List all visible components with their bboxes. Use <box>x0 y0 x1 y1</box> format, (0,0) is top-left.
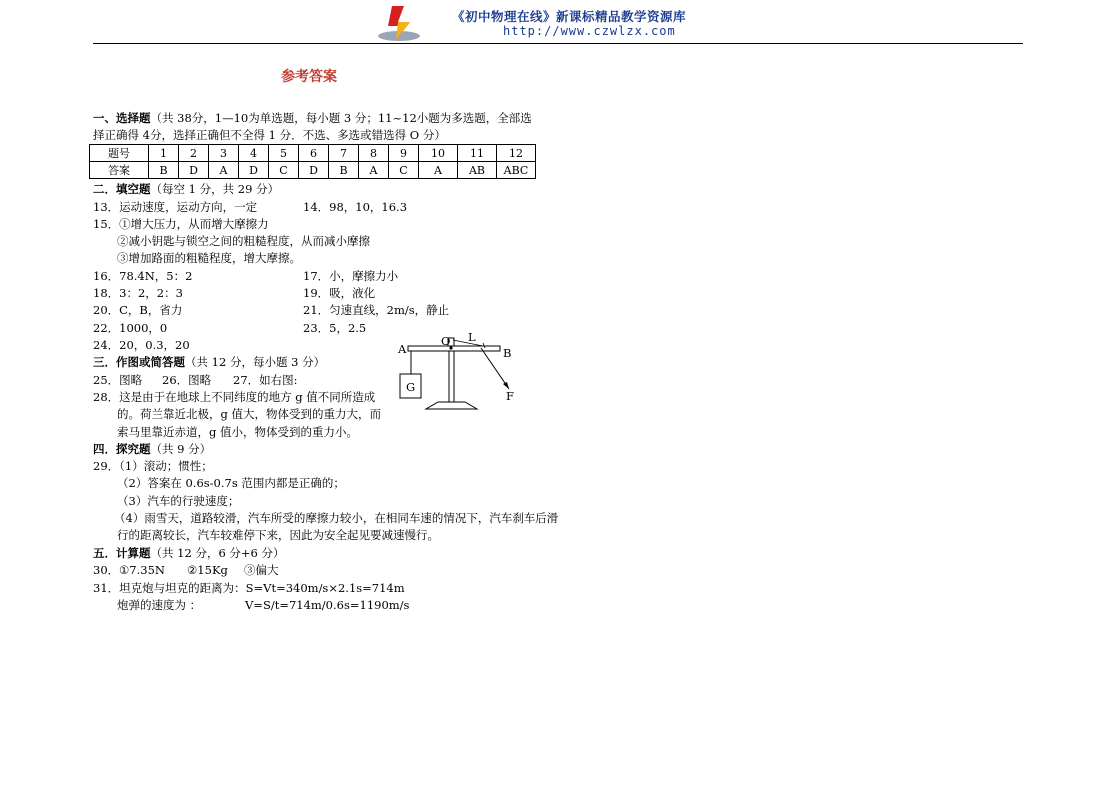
section-2-heading-line <box>93 181 279 198</box>
label-G: G <box>406 380 416 394</box>
label-F: F <box>506 389 514 403</box>
section-4-heading: 四．探究题 <box>93 442 151 456</box>
table-cell: A <box>359 162 389 179</box>
section-5-desc: （共 12 分，6 分+6 分） <box>150 546 285 560</box>
answer-21: 21．匀速直线，2m/s，静止 <box>303 303 450 317</box>
table-cell: 4 <box>239 145 269 162</box>
answer-table <box>89 144 536 179</box>
table-cell: 3 <box>209 145 239 162</box>
header-url[interactable]: http://www.czwlzx.com <box>503 24 676 38</box>
table-row <box>90 162 536 179</box>
table-cell: C <box>269 162 299 179</box>
answer-23: 23．5，2.5 <box>303 321 367 335</box>
answer-29-e: 行的距离较长，汽车较难停下来，因此为安全起见要减速慢行。 <box>117 528 439 542</box>
table-cell: AB <box>458 162 497 179</box>
table-cell: 9 <box>389 145 419 162</box>
table-cell: D <box>299 162 329 179</box>
header-divider <box>93 43 1023 44</box>
answer-22: 22．1000，0 <box>93 321 168 335</box>
answer-28-b: 的。荷兰靠近北极，g 值大，物体受到的重力大，而 <box>117 407 382 421</box>
answer-13: 13．运动速度，运动方向，一定 <box>93 200 258 214</box>
site-logo <box>376 2 422 42</box>
table-cell: B <box>149 162 179 179</box>
answer-17: 17．小，摩擦力小 <box>303 269 399 283</box>
table-cell: A <box>209 162 239 179</box>
label-A: A <box>398 342 407 356</box>
label-B: B <box>503 346 512 360</box>
answer-27: 27．如右图: <box>233 373 298 387</box>
table-row <box>90 145 536 162</box>
section-3-heading: 三．作图或简答题 <box>93 355 185 369</box>
table-cell: 2 <box>179 145 209 162</box>
table-cell: D <box>179 162 209 179</box>
section-5-heading-line <box>93 545 285 562</box>
answer-24: 24．20，0.3，20 <box>93 338 190 352</box>
answer-19: 19．吸，液化 <box>303 286 376 300</box>
section-4-desc: （共 9 分） <box>150 442 212 456</box>
section-4-heading-line <box>93 441 211 458</box>
section-5-heading: 五．计算题 <box>93 546 151 560</box>
answer-28-c: 索马里靠近赤道，g 值小，物体受到的重力小。 <box>117 425 359 439</box>
answer-15-c: ③增加路面的粗糙程度，增大摩擦。 <box>117 251 301 265</box>
header-site-name: 《初中物理在线》新课标精品教学资源库 <box>452 9 687 24</box>
table-label-answer: 答案 <box>90 162 149 179</box>
answer-31-b-formula: V=S/t=714m/0.6s=1190m/s <box>245 598 410 612</box>
answer-30-c: ③偏大 <box>244 563 279 577</box>
section-2-heading: 二．填空题 <box>93 182 151 196</box>
answer-25: 25．图略 <box>93 373 143 387</box>
table-label-number: 题号 <box>90 145 149 162</box>
section-2-desc: （每空 1 分，共 29 分） <box>150 182 280 196</box>
label-L: L <box>468 330 476 344</box>
table-cell: D <box>239 162 269 179</box>
answer-31-b-label: 炮弹的速度为 ： <box>117 598 202 612</box>
answer-18: 18．3：2，2：3 <box>93 286 183 300</box>
page-title: 参考答案 <box>281 69 337 85</box>
table-cell: ABC <box>497 162 536 179</box>
table-cell: 8 <box>359 145 389 162</box>
table-cell: 12 <box>497 145 536 162</box>
table-cell: B <box>329 162 359 179</box>
table-cell: 10 <box>419 145 458 162</box>
table-cell: 11 <box>458 145 497 162</box>
answer-30-b: ②15Kg <box>187 563 228 577</box>
answer-20: 20．C，B，省力 <box>93 303 183 317</box>
answer-28-a: 28．这是由于在地球上不同纬度的地方 g 值不同所造成 <box>93 390 376 404</box>
answer-14: 14．98，10，16.3 <box>303 200 408 214</box>
answer-15-b: ②减小钥匙与锁空之间的粗糙程度，从而减小摩擦 <box>117 234 370 248</box>
answer-26: 26．图略 <box>162 373 212 387</box>
label-O: O <box>441 334 451 348</box>
section-3-desc: （共 12 分，每小题 3 分） <box>185 355 326 369</box>
section-1-heading: 一、选择题 <box>93 111 151 125</box>
section-1-line-2: 择正确得 4分，选择正确但不全得 1 分．不选、多选或错选得 O 分） <box>93 128 446 142</box>
answer-30-num: 30． <box>93 563 120 577</box>
lever-diagram <box>393 330 523 418</box>
answer-29-d: （4）雨雪天，道路较滑，汽车所受的摩擦力较小，在相同车速的情况下，汽车刹车后滑 <box>114 511 559 525</box>
table-cell: 5 <box>269 145 299 162</box>
answer-30-a: ①7.35N <box>119 563 165 577</box>
answer-29-a: 29．（1）滚动；惯性； <box>93 459 213 473</box>
table-cell: C <box>389 162 419 179</box>
table-cell: 1 <box>149 145 179 162</box>
section-1-line-1 <box>93 110 532 127</box>
table-cell: A <box>419 162 458 179</box>
section-1-desc: （共 38分，1—10为单选题，每小题 3 分；11~12小题为多选题，全部选 <box>150 111 532 125</box>
table-cell: 7 <box>329 145 359 162</box>
answer-16: 16．78.4N，5：2 <box>93 269 193 283</box>
answer-15-a: 15．①增大压力，从而增大摩擦力 <box>93 217 269 231</box>
table-cell: 6 <box>299 145 329 162</box>
answer-29-b: （2）答案在 0.6s-0.7s 范围内都是正确的； <box>117 476 345 490</box>
section-3-heading-line <box>93 354 325 371</box>
answer-31-a: 31．坦克炮与坦克的距离为：S=Vt=340m/s×2.1s=714m <box>93 581 405 595</box>
answer-29-c: （3）汽车的行驶速度； <box>117 494 240 508</box>
